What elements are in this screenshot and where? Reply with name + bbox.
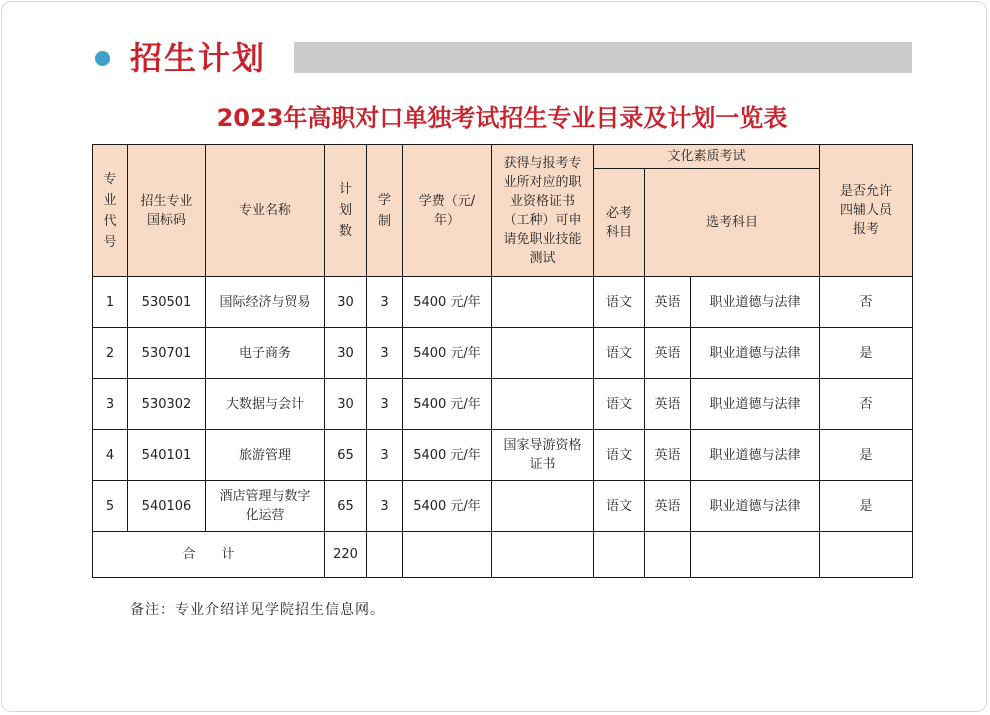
- cell-elective-1: 英语: [645, 328, 691, 379]
- col-header-elective: 选考科目: [645, 169, 820, 277]
- col-header-tuition: 学费（元/年）: [403, 145, 492, 277]
- cell-elective-1: 英语: [645, 379, 691, 430]
- table-row: [93, 277, 913, 328]
- cell-plan: 65: [325, 481, 367, 532]
- cell-certificate: [492, 481, 594, 532]
- col-header-plan: 计划数: [325, 145, 367, 277]
- table-row: [93, 328, 913, 379]
- cell-elective-1: 英语: [645, 277, 691, 328]
- cell-required: 语文: [594, 430, 645, 481]
- cell-allowed: 是: [820, 430, 913, 481]
- table-row: [93, 430, 913, 481]
- enrollment-plan-table: [92, 144, 913, 578]
- cell-certificate: [492, 379, 594, 430]
- cell-plan: 30: [325, 379, 367, 430]
- cell-certificate: [492, 277, 594, 328]
- cell-major-name: 大数据与会计: [206, 379, 325, 430]
- cell-certificate: 国家导游资格证书: [492, 430, 594, 481]
- cell-tuition: 5400 元/年: [403, 379, 492, 430]
- section-title: 招生计划: [130, 39, 267, 77]
- cell-elective-2: 职业道德与法律: [691, 430, 820, 481]
- cell-code: 2: [93, 328, 128, 379]
- col-header-duration: 学制: [367, 145, 403, 277]
- col-header-auxiliary-police: 是否允许四辅人员报考: [820, 145, 913, 277]
- table-row: [93, 379, 913, 430]
- cell-elective-1: 英语: [645, 430, 691, 481]
- cell-code: 1: [93, 277, 128, 328]
- cell-duration: 3: [367, 379, 403, 430]
- col-header-required: 必考科目: [594, 169, 645, 277]
- total-empty: [403, 532, 492, 578]
- col-header-culture-exam: 文化素质考试: [594, 145, 820, 169]
- bullet-dot-icon: [95, 51, 110, 66]
- cell-elective-2: 职业道德与法律: [691, 277, 820, 328]
- cell-plan: 65: [325, 430, 367, 481]
- cell-required: 语文: [594, 481, 645, 532]
- cell-code: 3: [93, 379, 128, 430]
- total-label: 合 计: [93, 532, 325, 578]
- cell-allowed: 是: [820, 481, 913, 532]
- cell-tuition: 5400 元/年: [403, 277, 492, 328]
- total-empty: [645, 532, 691, 578]
- cell-required: 语文: [594, 277, 645, 328]
- cell-plan: 30: [325, 328, 367, 379]
- total-row: [93, 532, 913, 578]
- footnote: 备注：专业介绍详见学院招生信息网。: [130, 602, 385, 618]
- total-plan: 220: [325, 532, 367, 578]
- cell-elective-2: 职业道德与法律: [691, 481, 820, 532]
- cell-allowed: 是: [820, 328, 913, 379]
- total-empty: [820, 532, 913, 578]
- col-header-major-name: 专业名称: [206, 145, 325, 277]
- col-header-code: 专业代号: [93, 145, 128, 277]
- total-empty: [594, 532, 645, 578]
- cell-code: 5: [93, 481, 128, 532]
- document-title: 2023年高职对口单独考试招生专业目录及计划一览表: [216, 104, 788, 132]
- cell-elective-2: 职业道德与法律: [691, 328, 820, 379]
- cell-national-code: 530501: [128, 277, 206, 328]
- header-divider-bar: [294, 42, 912, 73]
- cell-code: 4: [93, 430, 128, 481]
- cell-major-name: 酒店管理与数字化运营: [206, 481, 325, 532]
- cell-elective-2: 职业道德与法律: [691, 379, 820, 430]
- cell-duration: 3: [367, 328, 403, 379]
- cell-tuition: 5400 元/年: [403, 430, 492, 481]
- cell-required: 语文: [594, 379, 645, 430]
- cell-duration: 3: [367, 430, 403, 481]
- cell-national-code: 540101: [128, 430, 206, 481]
- col-header-certificate: 获得与报考专业所对应的职业资格证书（工种）可申请免职业技能测试: [492, 145, 594, 277]
- cell-duration: 3: [367, 277, 403, 328]
- total-empty: [367, 532, 403, 578]
- col-header-national-code: 招生专业国标码: [128, 145, 206, 277]
- cell-required: 语文: [594, 328, 645, 379]
- cell-national-code: 530302: [128, 379, 206, 430]
- cell-elective-1: 英语: [645, 481, 691, 532]
- cell-duration: 3: [367, 481, 403, 532]
- table-row: [93, 481, 913, 532]
- cell-national-code: 540106: [128, 481, 206, 532]
- cell-tuition: 5400 元/年: [403, 481, 492, 532]
- cell-major-name: 国际经济与贸易: [206, 277, 325, 328]
- cell-major-name: 电子商务: [206, 328, 325, 379]
- cell-allowed: 否: [820, 379, 913, 430]
- cell-certificate: [492, 328, 594, 379]
- total-empty: [492, 532, 594, 578]
- total-empty: [691, 532, 820, 578]
- cell-plan: 30: [325, 277, 367, 328]
- cell-national-code: 530701: [128, 328, 206, 379]
- cell-tuition: 5400 元/年: [403, 328, 492, 379]
- header-row-1: [93, 145, 913, 169]
- cell-allowed: 否: [820, 277, 913, 328]
- cell-major-name: 旅游管理: [206, 430, 325, 481]
